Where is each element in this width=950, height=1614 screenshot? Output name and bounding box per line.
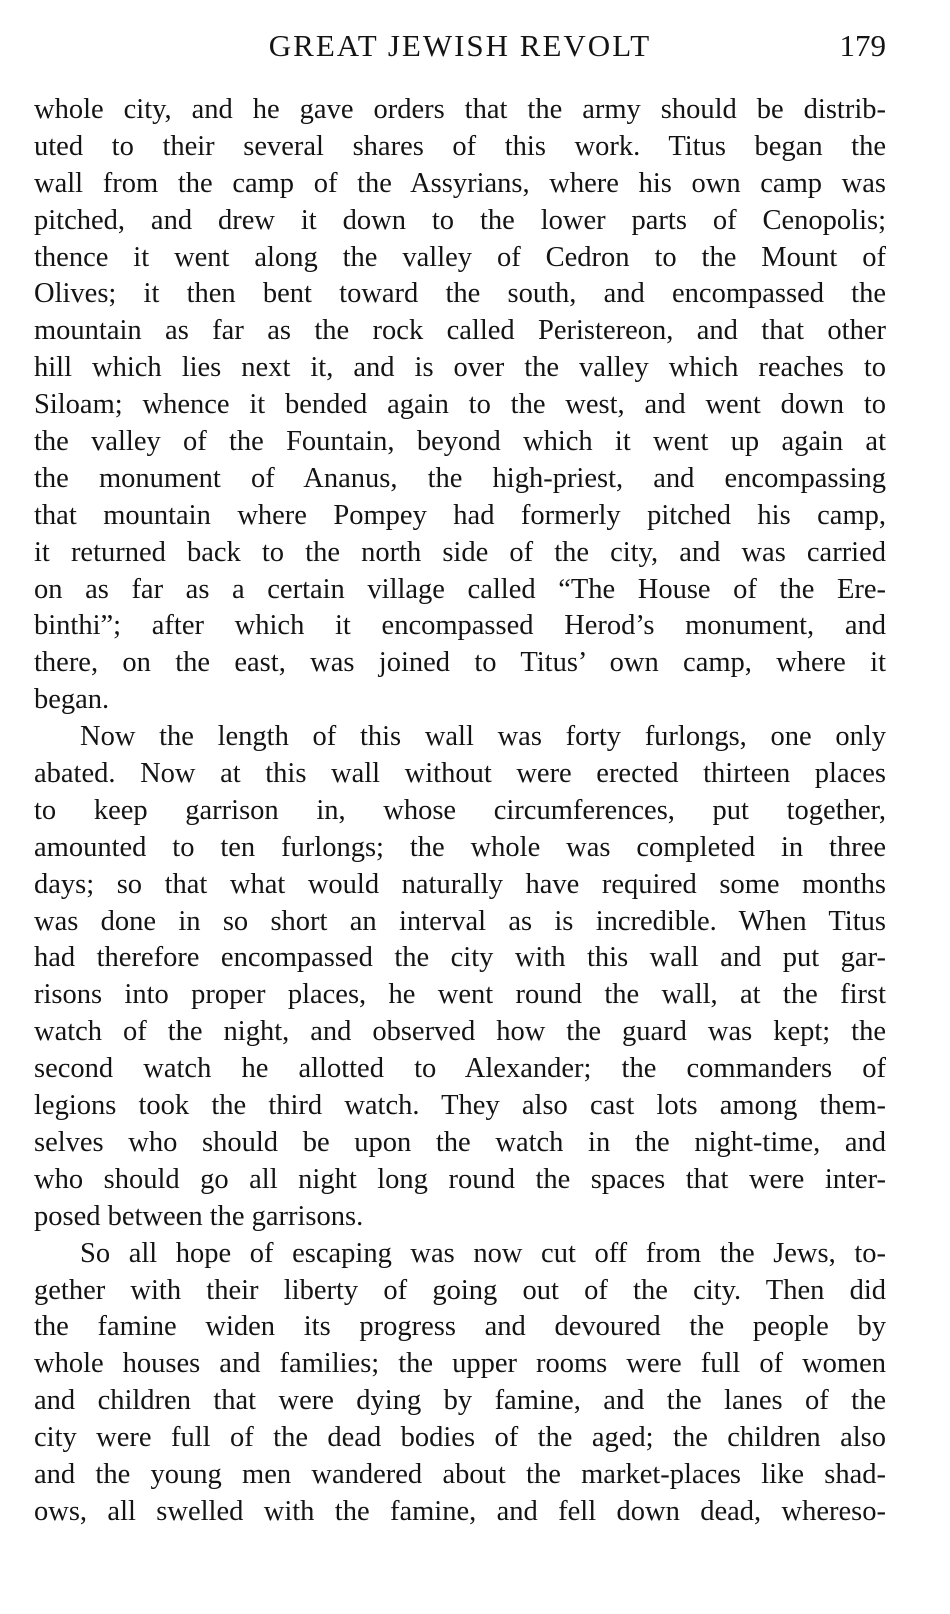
text-line: the valley of the Fountain, beyond which it went up again at	[34, 426, 886, 458]
paragraph-1	[34, 92, 886, 719]
text-line: selves who should be upon the watch in the night-time, and	[34, 1126, 886, 1158]
text-line: amounted to ten furlongs; the whole was completed in three	[34, 831, 886, 863]
text-line: to keep garrison in, whose circumferences, put together,	[34, 794, 886, 826]
text-line: pitched, and drew it down to the lower parts of Cenopolis;	[34, 204, 886, 236]
text-line: it returned back to the north side of the city, and was carried	[34, 536, 886, 568]
text-line: there, on the east, was joined to Titus’ own camp, where it	[34, 647, 886, 679]
text-line: on as far as a certain village called “The House of the Ere-	[34, 573, 886, 605]
text-line: Siloam; whence it bended again to the west, and went down to	[34, 389, 886, 421]
text-line: and the young men wandered about the market-places like shad-	[34, 1458, 886, 1490]
text-line: ows, all swelled with the famine, and fell down dead, whereso-	[34, 1495, 886, 1527]
text-line: thence it went along the valley of Cedron to the Mount of	[34, 241, 886, 273]
text-line: that mountain where Pompey had formerly pitched his camp,	[34, 499, 886, 531]
text-line: posed between the garrisons.	[34, 1200, 364, 1232]
text-line: had therefore encompassed the city with this wall and put gar-	[34, 942, 886, 974]
text-line: risons into proper places, he went round the wall, at the first	[34, 979, 886, 1011]
text-line: Olives; it then bent toward the south, and encompassed the	[34, 278, 886, 310]
text-line: Now the length of this wall was forty furlongs, one only	[80, 721, 886, 753]
text-line: watch of the night, and observed how the guard was kept; the	[34, 1016, 886, 1048]
page-number: 179	[839, 28, 886, 63]
book-page	[34, 22, 886, 1531]
text-line: mountain as far as the rock called Peristereon, and that other	[34, 315, 886, 347]
text-line: So all hope of escaping was now cut off from the Jews, to-	[80, 1237, 886, 1269]
text-line: who should go all night long round the spaces that were inter-	[34, 1163, 886, 1195]
text-line: and children that were dying by famine, and the lanes of the	[34, 1385, 886, 1417]
text-line: whole city, and he gave orders that the army should be distrib-	[34, 94, 886, 125]
text-line: legions took the third watch. They also cast lots among them-	[34, 1090, 886, 1122]
body-text	[34, 92, 886, 1531]
text-line: the famine widen its progress and devoured the people by	[34, 1311, 886, 1343]
text-line: city were full of the dead bodies of the aged; the children also	[34, 1422, 886, 1454]
text-line: uted to their several shares of this work. Titus began the	[34, 130, 886, 162]
text-line: was done in so short an interval as is incredible. When Titus	[34, 905, 886, 937]
paragraph-2	[34, 719, 886, 1235]
page-header	[34, 22, 886, 72]
text-line: second watch he allotted to Alexander; the commanders of	[34, 1053, 886, 1085]
text-line: gether with their liberty of going out of the city. Then did	[34, 1274, 886, 1306]
running-title: GREAT JEWISH REVOLT	[268, 28, 652, 63]
paragraph-3	[34, 1236, 886, 1531]
text-line: whole houses and families; the upper rooms were full of women	[34, 1348, 886, 1380]
text-line: binthi”; after which it encompassed Herod’s monument, and	[34, 610, 886, 642]
text-line: hill which lies next it, and is over the valley which reaches to	[34, 352, 886, 384]
text-line: wall from the camp of the Assyrians, where his own camp was	[34, 167, 886, 199]
text-line: began.	[34, 684, 110, 716]
text-line: the monument of Ananus, the high-priest, and encompassing	[34, 462, 886, 494]
text-line: days; so that what would naturally have required some months	[34, 868, 886, 900]
text-line: abated. Now at this wall without were erected thirteen places	[34, 758, 886, 790]
